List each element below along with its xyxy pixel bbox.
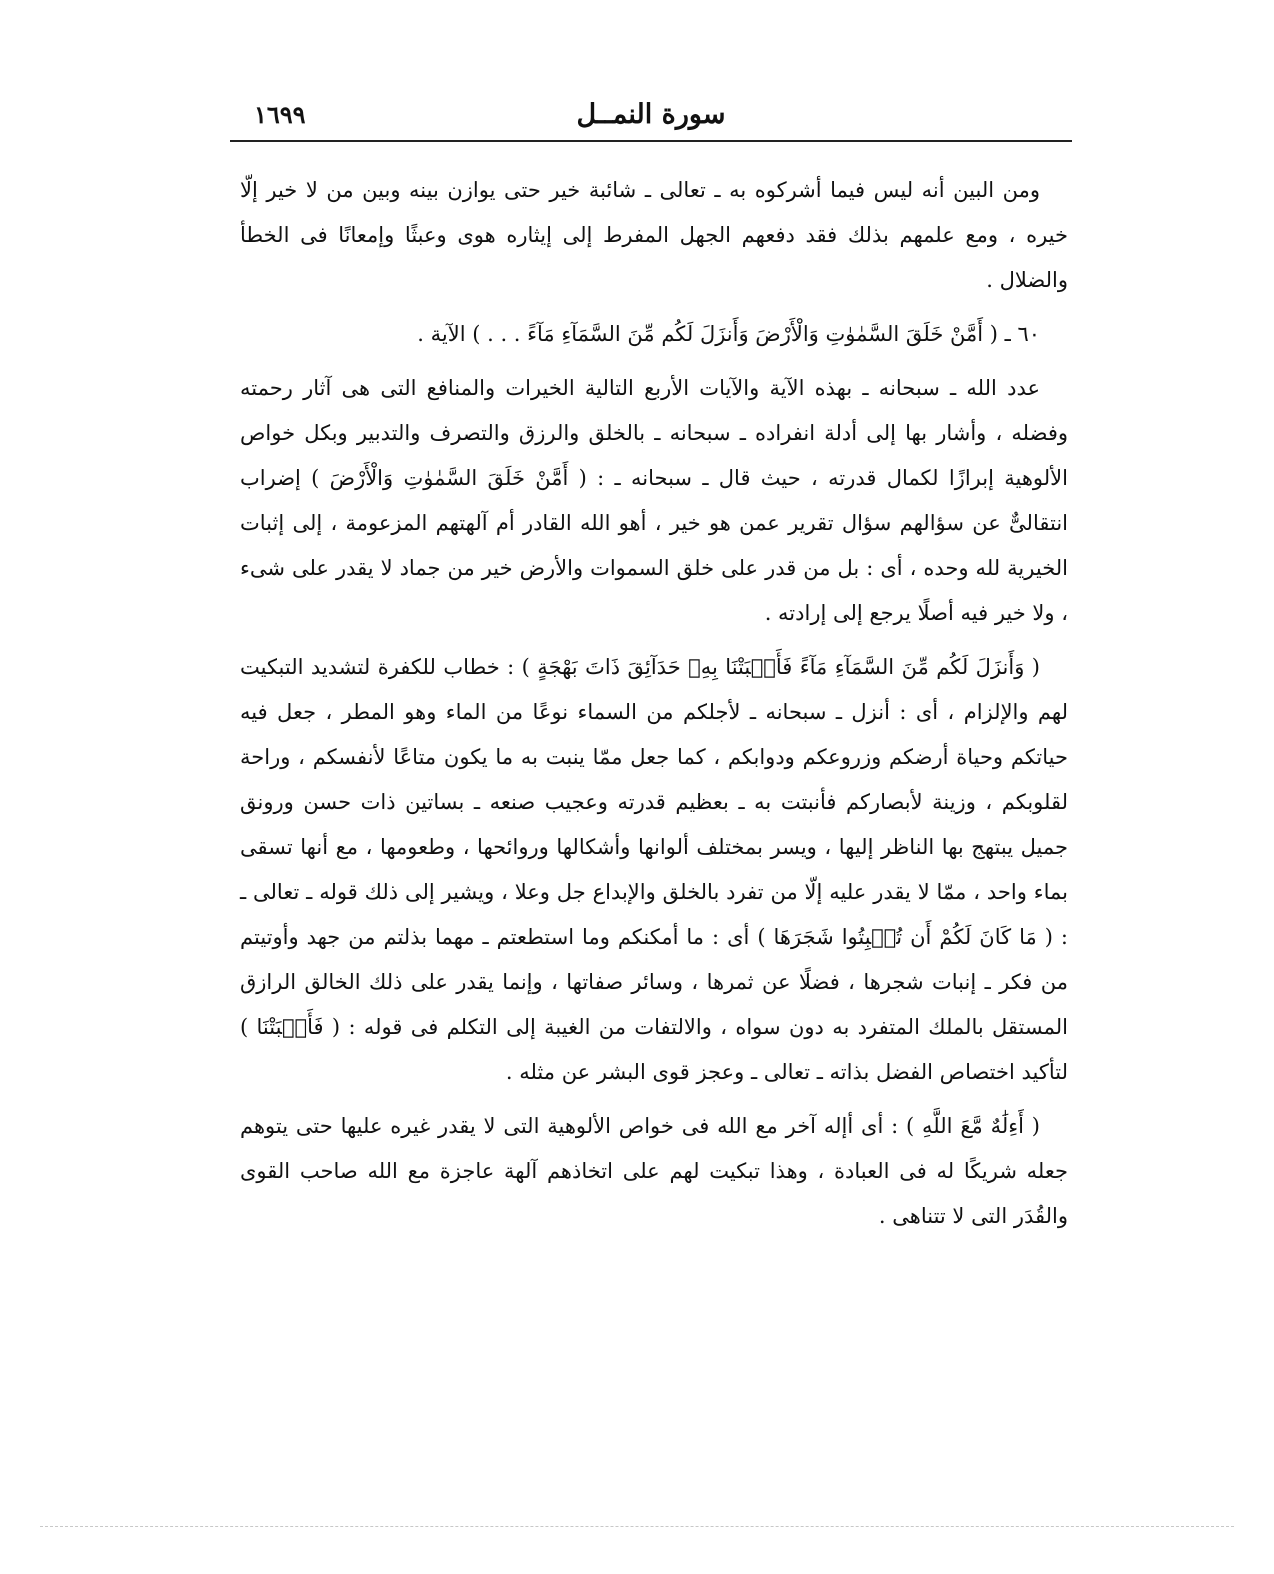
surah-title: سورة النمــل [576,99,726,130]
scan-edge-line [40,1526,1234,1527]
page-body [240,168,1068,1248]
paragraph-commentary-3: ( أَءِلَٰهٌ مَّعَ اللَّهِ ) : أى أإله آخر مع الله فى خواص الألوهية التى لا يقدر غيره عليها حتى يتوهم جعله شريكًا له فى العبادة ، وهذا تبكيت لهم على اتخاذهم آلهة عاجزة مع الله صاحب القوى والقُدَر التى لا تتناهى . [240,1114,1068,1228]
paragraph-commentary-2: ( وَأَنزَلَ لَكُم مِّنَ السَّمَآءِ مَآءً فَأَنۢبَتْنَا بِهِۦ حَدَآئِقَ ذَاتَ بَهْجَةٍ ) : خطاب للكفرة لتشديد التبكيت لهم والإلزام ، أى : أنزل ـ سبحانه ـ لأجلكم من السماء نوعًا من الماء وهو المطر ، جعل فيه حياتكم وحياة أرضكم وزروعكم ودوابكم ، كما جعل ممّا ينبت به ما يكون متاعًا لأنفسكم ، وراحة لقلوبكم ، وزينة لأبصاركم فأنبتت به ـ بعظيم قدرته وعجيب صنعه ـ بساتين ذات حسن ورونق جميل يبتهج بها الناظر إليها ، ويسر بمختلف ألوانها وأشكالها وروائحها ، وطعومها ، مع أنها تسقى بماء واحد ، ممّا لا يقدر عليه إلّا من تفرد بالخلق والإبداع جل وعلا ، ويشير إلى ذلك قوله ـ تعالى ـ : ( مَا كَانَ لَكُمْ أَن تُنۢبِتُوا شَجَرَهَا ) أى : ما أمكنكم وما استطعتم ـ مهما بذلتم من جهد وأوتيتم من فكر ـ إنبات شجرها ، فضلًا عن ثمرها ، وسائر صفاتها ، وإنما يقدر على ذلك الخالق الرازق المستقل بالملك المتفرد به دون سواه ، والالتفات من الغيبة إلى التكلم فى قوله : ( فَأَنۢبَتْنَا ) لتأكيد اختصاص الفضل بذاته ـ تعالى ـ وعجز قوى البشر عن مثله . [240,655,1068,1084]
verse-heading-60: ٦٠ ـ ( أَمَّنْ خَلَقَ السَّمٰوٰتِ وَالْأَرْضَ وَأَنزَلَ لَكُم مِّنَ السَّمَآءِ مَآءً . . . ) الآية . [417,322,1040,346]
header-divider [230,140,1072,142]
page-header [230,92,1072,138]
paragraph-intro: ومن البين أنه ليس فيما أشركوه به ـ تعالى ـ شائبة خير حتى يوازن بينه وبين من لا خير إلّا خيره ، ومع علمهم بذلك فقد دفعهم الجهل المفرط إلى إيثاره هوى وعبثًا وإمعانًا فى الخطأ والضلال . [240,178,1068,292]
paragraph-commentary-1: عدد الله ـ سبحانه ـ بهذه الآية والآيات الأربع التالية الخيرات والمنافع التى هى آثار رحمته وفضله ، وأشار بها إلى أدلة انفراده ـ سبحانه ـ بالخلق والرزق والتصرف والتدبير وبكل خواص الألوهية إبرازًا لكمال قدرته ، حيث قال ـ سبحانه ـ : ( أَمَّنْ خَلَقَ السَّمٰوٰتِ وَالْأَرْضَ ) إضراب انتقالىٌّ عن سؤالهم سؤال تقرير عمن هو خير ، أهو الله القادر أم آلهتهم المزعومة ، إلى إثبات الخيرية لله وحده ، أى : بل من قدر على خلق السموات والأرض خير من جماد لا يقدر على شىء ، ولا خير فيه أصلًا يرجع إلى إرادته . [240,376,1068,625]
page-number: ١٦٩٩ [254,100,306,129]
